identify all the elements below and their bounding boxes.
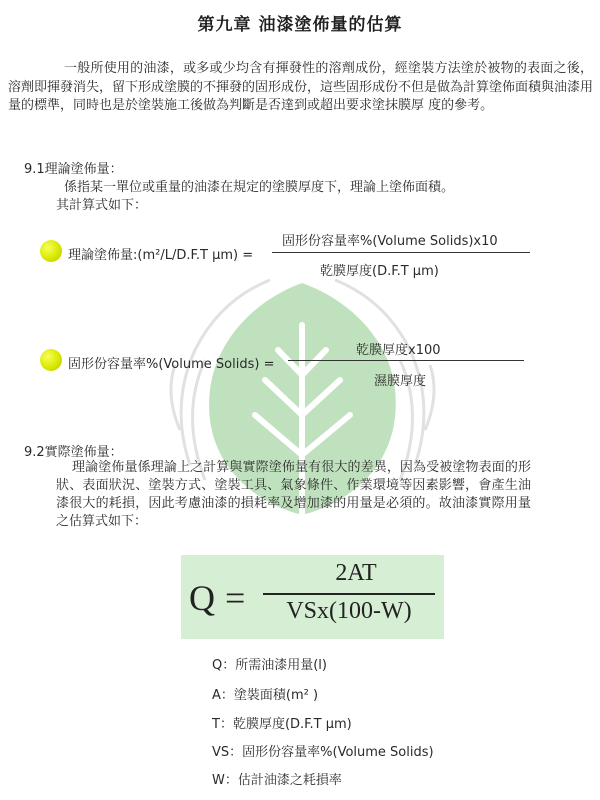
section-9-2-text: 理論塗佈量係理論上之計算與實際塗佈量有很大的差異，因為受被塗物表面的形狀、表面狀況、塗裝方式、塗裝工具、氣象條件、作業環境等因素影響，會產生油漆很大的耗損，因此考慮油漆的損耗率及增加漆的用量是必須的。故油漆實際用量之估算式如下：	[56, 460, 531, 529]
formula-fraction-bar	[263, 593, 435, 595]
formula-numerator: 2AT	[335, 560, 377, 586]
formula2-denominator: 濕膜厚度	[374, 374, 427, 389]
formula2-lhs: 固形份容量率%(Volume Solids) =	[68, 357, 275, 372]
formula-q-symbol: Q	[189, 578, 215, 618]
section-9-1-definition: 係指某一單位或重量的油漆在規定的塗膜厚度下，理論上塗佈面積。	[64, 180, 455, 195]
bullet-icon	[40, 349, 62, 371]
legend-item-vs: VS：固形份容量率%(Volume Solids)	[212, 745, 434, 760]
legend-item-a: A：塗裝面積(m² )	[212, 688, 319, 703]
main-formula-box	[181, 555, 444, 639]
intro-paragraph	[8, 60, 593, 116]
section-9-2-heading: 9.2實際塗佈量：	[24, 445, 123, 460]
formula-denominator: VSx(100-W)	[286, 598, 412, 624]
chapter-title: 第九章 油漆塗佈量的估算	[197, 15, 403, 35]
formula-equals-sign: =	[225, 578, 246, 618]
section-9-1-heading: 9.1理論塗佈量：	[24, 162, 123, 177]
bullet-icon	[40, 240, 62, 262]
intro-text: 一般所使用的油漆，或多或少均含有揮發性的溶劑成份，經塗裝方法塗於被物的表面之後，溶劑即揮發消失，留下形成塗膜的不揮發的固形成份，這些固形成份不但是做為計算塗佈面積與油漆用量的標準，同時也是於塗裝施工後做為判斷是否達到或超出要求塗抹膜厚 度的參考。	[8, 61, 594, 113]
formula1-fraction-bar	[272, 252, 530, 253]
formula2-fraction-bar	[288, 360, 524, 361]
legend-item-q: Q：所需油漆用量(l)	[212, 658, 327, 673]
formula1-lhs: 理論塗佈量:(m²/L/D.F.T μm) =	[68, 248, 254, 263]
section-9-1-formula-intro: 其計算式如下：	[56, 198, 148, 213]
formula1-numerator: 固形份容量率%(Volume Solids)x10	[282, 234, 498, 249]
legend-item-t: T：乾膜厚度(D.F.T μm)	[212, 717, 352, 732]
formula1-denominator: 乾膜厚度(D.F.T μm)	[320, 264, 439, 279]
legend-item-w: W：估計油漆之耗損率	[212, 773, 342, 788]
formula2-numerator: 乾膜厚度x100	[356, 343, 441, 358]
section-9-2-paragraph	[56, 459, 531, 531]
